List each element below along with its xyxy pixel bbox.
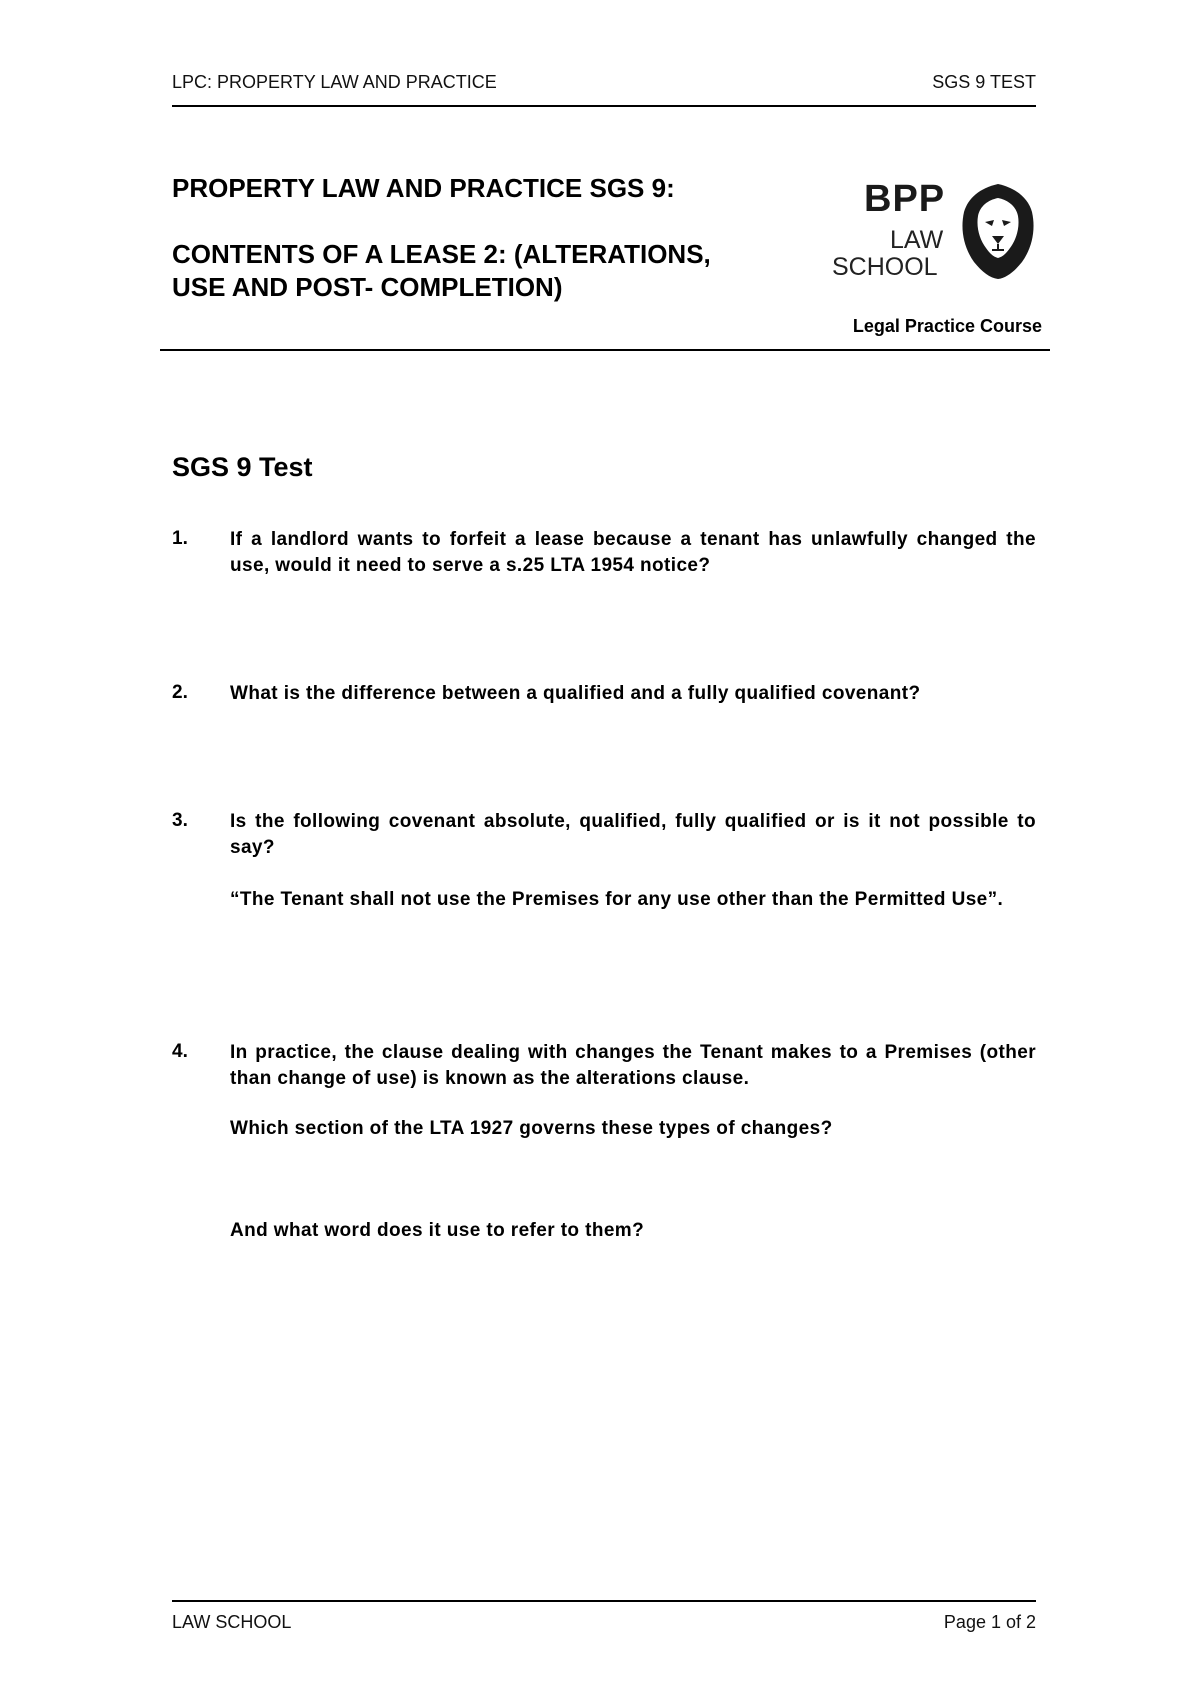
question-4-text xyxy=(230,1040,1036,1244)
question-3-body: Is the following covenant absolute, qualified, fully qualified or is it not possible to say? xyxy=(230,811,1036,858)
question-4-body: In practice, the clause dealing with changes the Tenant makes to a Premises (other than change of use) is known as the alterations clause. xyxy=(230,1042,1036,1089)
question-2-number: 2. xyxy=(172,682,188,703)
header-right: SGS 9 TEST xyxy=(932,72,1036,92)
section-title: SGS 9 Test xyxy=(172,452,313,482)
lion-head-icon xyxy=(958,182,1038,280)
header-rule xyxy=(172,105,1036,107)
logo-brand: BPP xyxy=(864,178,946,220)
title-line-3: USE AND POST- COMPLETION) xyxy=(172,272,563,302)
title-rule xyxy=(160,349,1050,351)
footer-left: LAW SCHOOL xyxy=(172,1612,292,1632)
question-1-number: 1. xyxy=(172,528,188,549)
question-3-quote: “The Tenant shall not use the Premises for any use other than the Permitted Use”. xyxy=(230,889,1004,910)
question-2-body: What is the difference between a qualified and a fully qualified covenant? xyxy=(230,683,921,704)
logo-line-2: SCHOOL xyxy=(832,253,938,281)
question-4-sub-1: Which section of the LTA 1927 governs these types of changes? xyxy=(230,1118,833,1139)
footer-rule xyxy=(172,1600,1036,1602)
question-3-number: 3. xyxy=(172,810,188,831)
logo-line-1: LAW xyxy=(890,226,944,254)
title-line-1: PROPERTY LAW AND PRACTICE SGS 9: xyxy=(172,173,675,203)
bpp-logo xyxy=(832,170,1042,290)
question-1-text xyxy=(230,527,1036,579)
course-label: Legal Practice Course xyxy=(852,316,1042,336)
footer-page-number: Page 1 of 2 xyxy=(943,1612,1036,1632)
question-2-text xyxy=(230,681,1036,707)
question-1-body: If a landlord wants to forfeit a lease because a tenant has unlawfully changed the use, would it need to serve a s.25 LTA 1954 notice? xyxy=(230,529,1036,576)
title-line-2: CONTENTS OF A LEASE 2: (ALTERATIONS, xyxy=(172,239,711,269)
question-4-number: 4. xyxy=(172,1041,188,1062)
question-3-text xyxy=(230,809,1036,913)
question-4-sub-2: And what word does it use to refer to them? xyxy=(230,1220,645,1241)
header-left: LPC: PROPERTY LAW AND PRACTICE xyxy=(172,72,497,92)
